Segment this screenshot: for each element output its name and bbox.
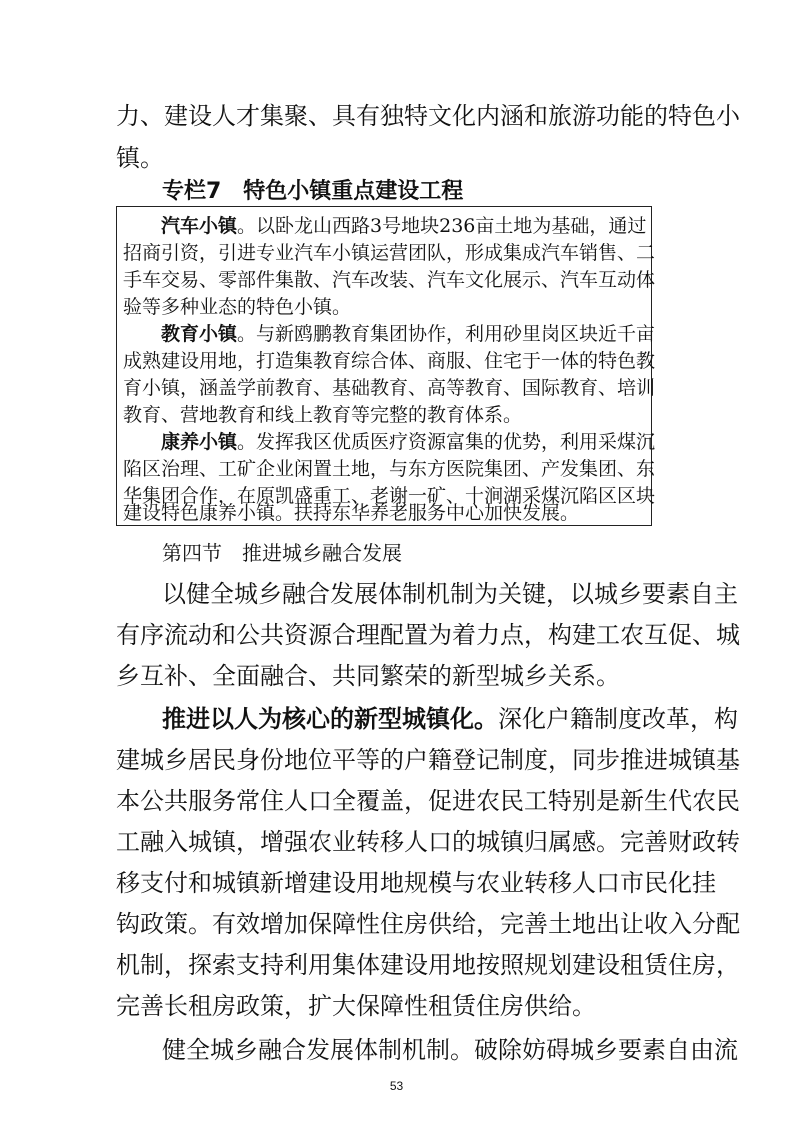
box-item-line: 成熟建设用地，打造集教育综合体、商服、住宅于一体的特色教: [123, 350, 656, 372]
page-number: 53: [389, 1079, 404, 1093]
box-item-line: 建设特色康养小镇。扶持东华养老服务中心加快发展。: [123, 502, 580, 524]
para2-line: 建城乡居民身份地位平等的户籍登记制度，同步推进城镇基: [116, 746, 740, 774]
box-item-label: 康养小镇: [161, 431, 238, 453]
section-title: 第四节 推进城乡融合发展: [162, 541, 402, 565]
para2-line: 钩政策。有效增加保障性住房供给，完善土地出让收入分配: [116, 910, 740, 938]
box-item-wellness-first-line: 康养小镇。发挥我区优质医疗资源富集的优势，利用采煤沉: [161, 431, 656, 453]
para1-line-1: 以健全城乡融合发展体制机制为关键，以城乡要素自主: [162, 580, 738, 608]
box-item-label: 汽车小镇: [161, 215, 238, 237]
para2-line: 工融入城镇，增强农业转移人口的城镇归属感。完善财政转: [116, 828, 740, 856]
box-item-line: 育小镇，涵盖学前教育、基础教育、高等教育、国际教育、培训: [123, 377, 656, 399]
para2-bold-lead: 推进以人为核心的新型城镇化。: [162, 704, 498, 733]
box-item-line: 华集团合作，在原凯盛重工、老谢一矿、十涧湖采煤沉陷区区块: [123, 485, 656, 507]
box-item-line: 验等多种业态的特色小镇。: [123, 296, 352, 318]
box-item-automotive-first-line: 汽车小镇。以卧龙山西路3号地块236亩土地为基础，通过: [161, 215, 647, 237]
box-item-line: 陷区治理、工矿企业闲置土地，与东方医院集团、产发集团、东: [123, 458, 656, 480]
para2-line: 移支付和城镇新增建设用地规模与农业转移人口市民化挂: [116, 869, 716, 897]
intro-line-1: 力、建设人才集聚、具有独特文化内涵和旅游功能的特色小: [116, 102, 740, 130]
para3-line-1: 健全城乡融合发展体制机制。破除妨碍城乡要素自由流: [162, 1036, 738, 1064]
para2-line: 机制，探索支持利用集体建设用地按照规划建设租赁住房，: [116, 951, 740, 979]
para2-line: 本公共服务常住人口全覆盖，促进农民工特别是新生代农民: [116, 787, 740, 815]
para2-line: 完善长租房政策，扩大保障性租赁住房供给。: [116, 992, 596, 1020]
para2-first-line: 推进以人为核心的新型城镇化。深化户籍制度改革，构: [162, 704, 738, 733]
intro-line-2: 镇。: [116, 144, 164, 172]
box-item-line: 招商引资，引进专业汽车小镇运营团队，形成集成汽车销售、二: [123, 242, 656, 264]
para1-line-3: 乡互补、全面融合、共同繁荣的新型城乡关系。: [116, 662, 620, 690]
box-item-line: 手车交易、零部件集散、汽车改装、汽车文化展示、汽车互动体: [123, 269, 656, 291]
para1-line-2: 有序流动和公共资源合理配置为着力点，构建工农互促、城: [116, 621, 740, 649]
feature-box: [116, 206, 656, 526]
box-item-label: 教育小镇: [161, 323, 238, 345]
box-item-line: 教育、营地教育和线上教育等完整的教育体系。: [123, 404, 523, 426]
sidebar-box-title: 专栏7 特色小镇重点建设工程: [162, 179, 464, 204]
box-item-education-first-line: 教育小镇。与新鸥鹏教育集团协作，利用砂里岗区块近千亩: [161, 323, 656, 345]
